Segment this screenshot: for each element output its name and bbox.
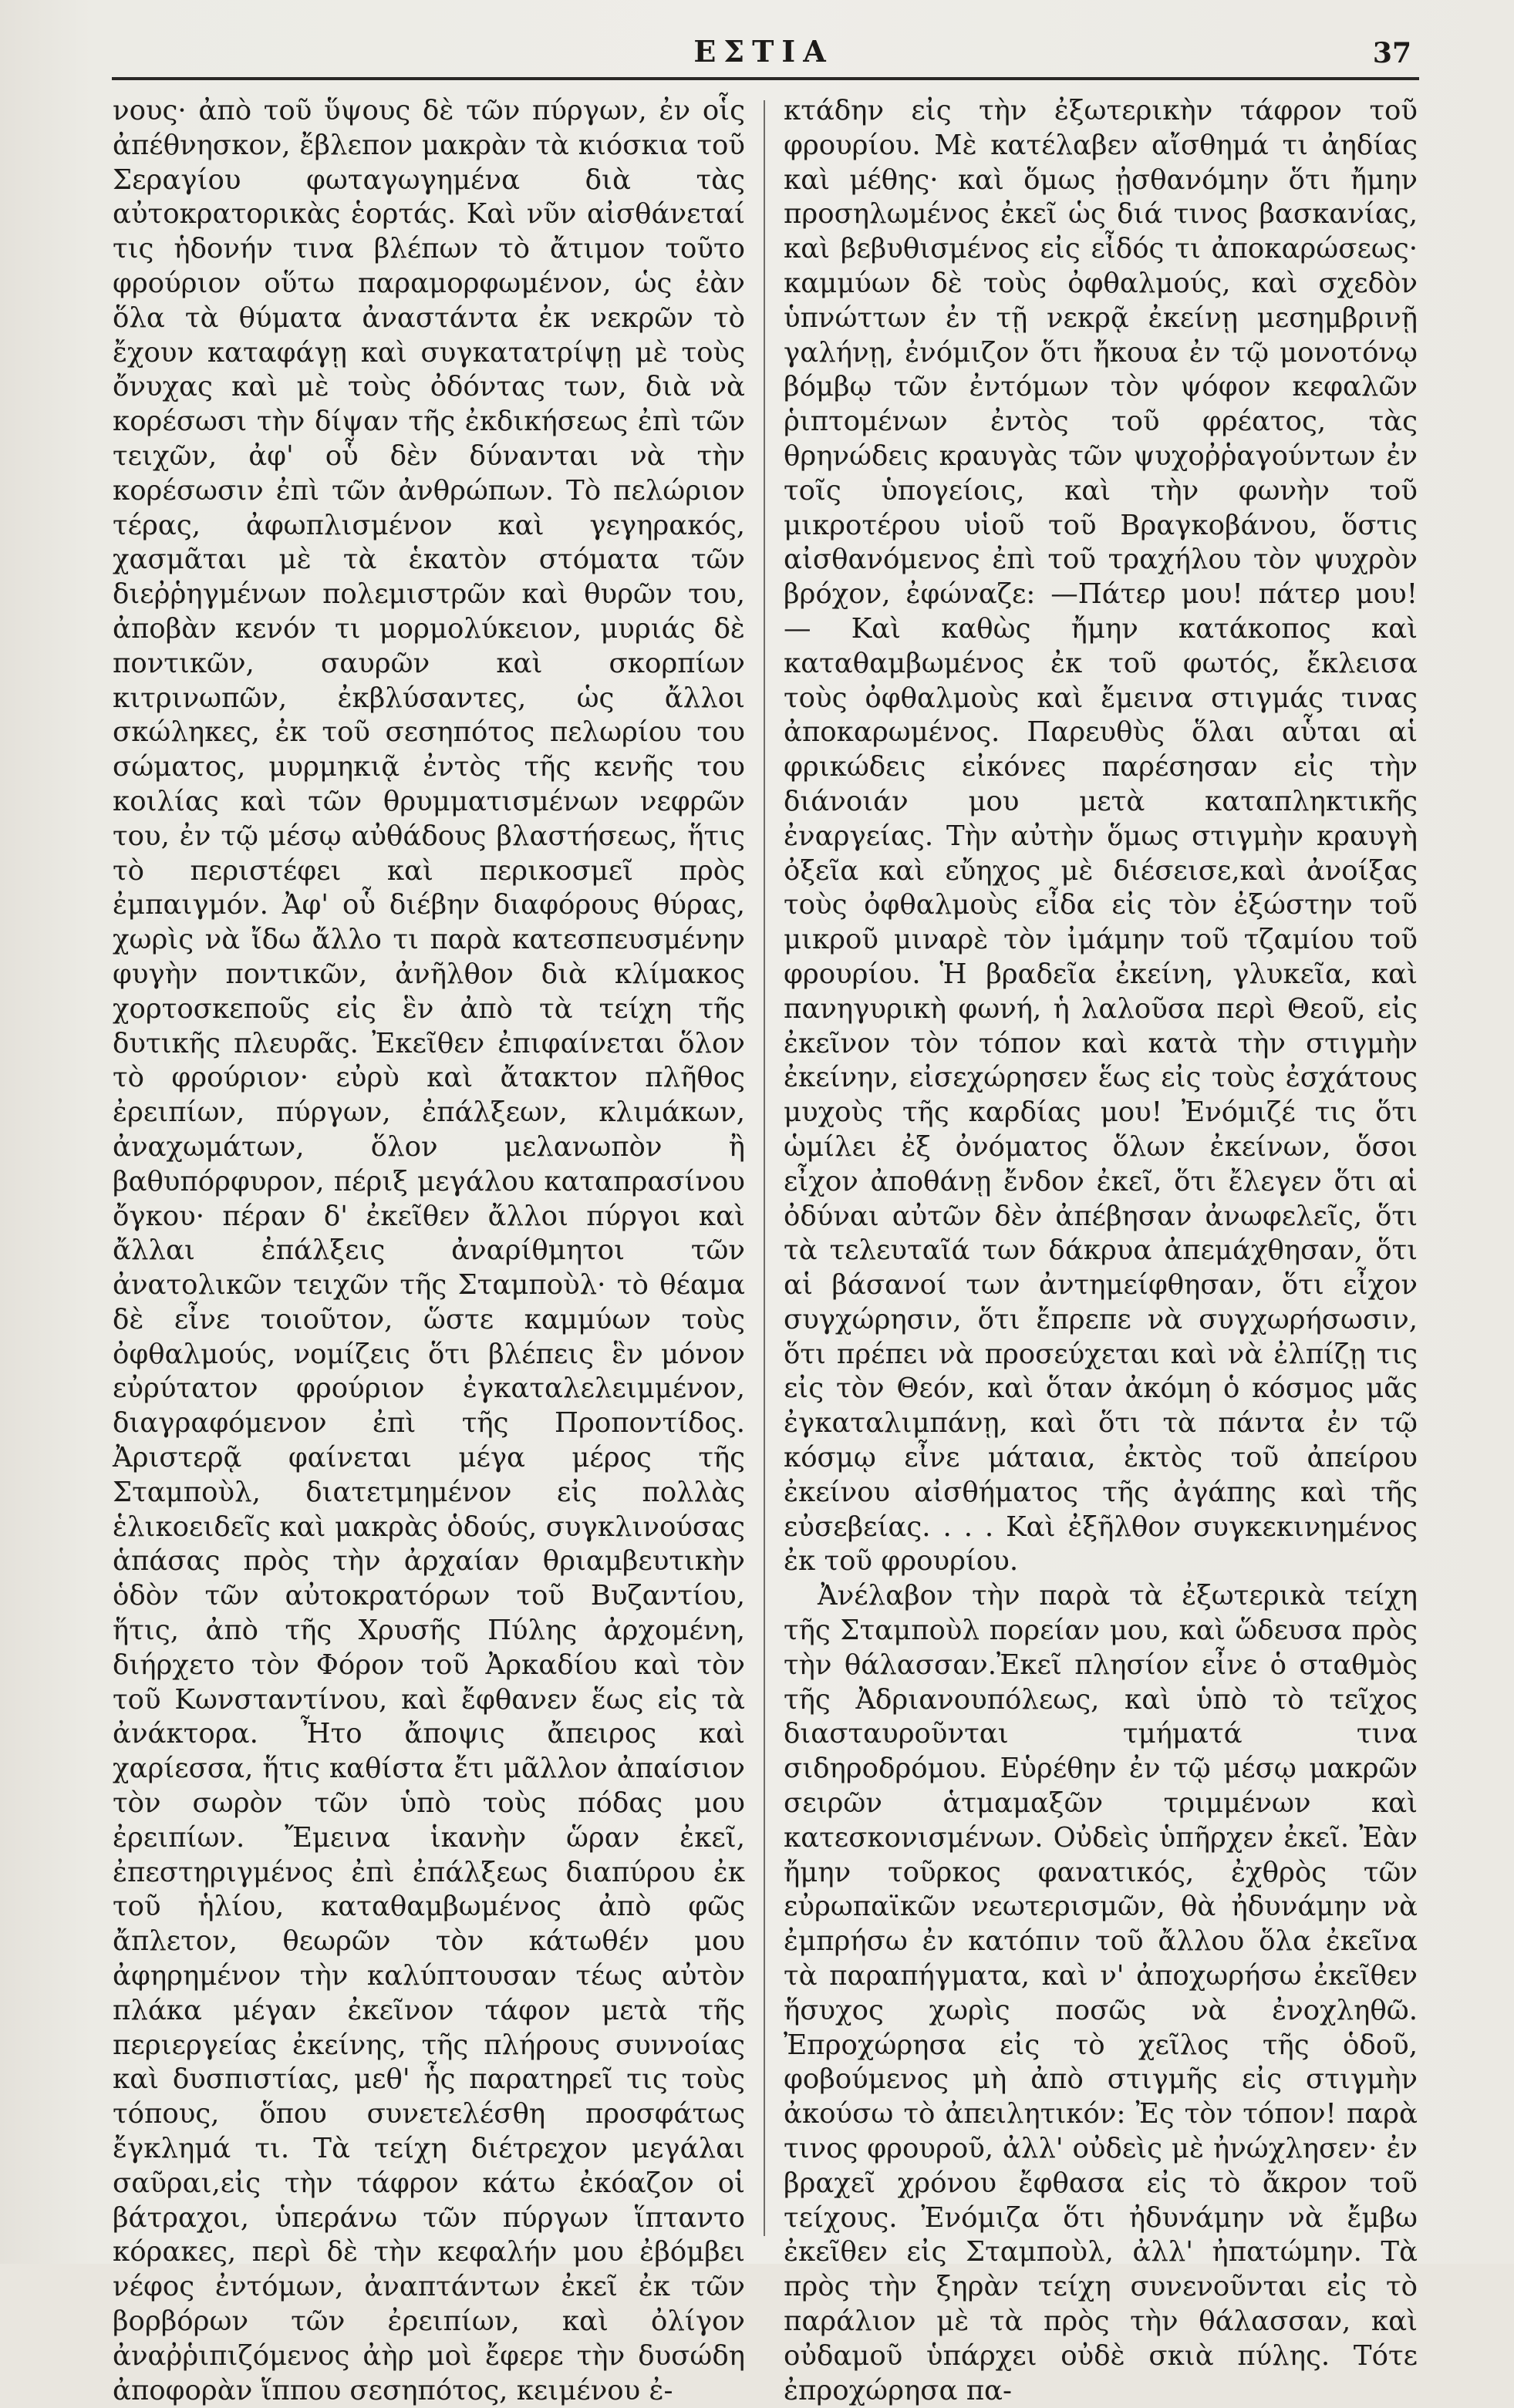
page-number: 37 — [1372, 37, 1411, 69]
right-column — [784, 94, 1418, 2406]
right-paragraph-1: κτάδην εἰς τὴν ἐξωτερικὴν τάφρον τοῦ φρουρίου. Μὲ κατέλαβεν αἴσθημά τι ἀηδίας καὶ μέθης· καὶ ὅμως ᾐσθανόμην ὅτι ἤμην προσηλωμένος ἐκεῖ ὡς διά τινος βασκανίας, καὶ βεβυθισμένος εἰς εἶδός τι ἀποκαρώσεως· καμμύων δὲ τοὺς ὀφθαλμούς, καὶ σχεδὸν ὑπνώττων ἐν τῇ νεκρᾷ ἐκείνῃ μεσημβρινῇ γαλήνῃ, ἐνόμιζον ὅτι ἤκουα ἐν τῷ μονοτόνῳ βόμβῳ τῶν ἐντόμων τὸν ψόφον κεφαλῶν ῥιπτομένων ἐντὸς τοῦ φρέατος, τὰς θρηνώδεις κραυγὰς τῶν ψυχοῤῥαγούντων ἐν τοῖς ὑπογείοις, καὶ τὴν φωνὴν τοῦ μικροτέρου υἱοῦ τοῦ Βραγκοβάνου, ὅστις αἰσθανόμενος ἐπὶ τοῦ τραχήλου τὸν ψυχρὸν βρόχον, ἐφώναζε: —Πάτερ μου! πάτερ μου! — Καὶ καθὼς ἤμην κατάκοπος καὶ καταθαμβωμένος ἐκ τοῦ φωτός, ἔκλεισα τοὺς ὀφθαλμοὺς καὶ ἔμεινα στιγμάς τινας ἀποκαρωμένος. Παρευθὺς ὅλαι αὗται αἱ φρικώδεις εἰκόνες παρέσησαν εἰς τὴν διάνοιάν μου μετὰ καταπληκτικῆς ἐναργείας. Τὴν αὐτὴν ὅμως στιγμὴν κραυγὴ ὀξεῖα καὶ εὔηχος μὲ διέσεισε,καὶ ἀνοίξας τοὺς ὀφθαλμοὺς εἶδα εἰς τὸν ἐξώστην τοῦ μικροῦ μιναρὲ τὸν ἰμάμην τοῦ τζαμίου τοῦ φρουρίου. Ἡ βραδεῖα ἐκείνη, γλυκεῖα, καὶ πανηγυρικὴ φωνή, ἡ λαλοῦσα περὶ Θεοῦ, εἰς ἐκεῖνον τὸν τόπον καὶ κατὰ τὴν στιγμὴν ἐκείνην, εἰσεχώρησεν ἕως εἰς τοὺς ἐσχάτους μυχοὺς τῆς καρδίας μου! Ἐνόμιζέ τις ὅτι ὡμίλει ἐξ ὀνόματος ὅλων ἐκείνων, ὅσοι εἶχον ἀποθάνῃ ἔνδον ἐκεῖ, ὅτι ἔλεγεν ὅτι αἱ ὀδύναι αὐτῶν δὲν ἀπέβησαν ἀνωφελεῖς, ὅτι τὰ τελευταῖά των δάκρυα ἀπεμάχθησαν, ὅτι αἱ βάσανοί των ἀντημείφθησαν, ὅτι εἶχον συγχώρησιν, ὅτι ἔπρεπε νὰ συγχωρήσωσιν, ὅτι πρέπει νὰ προσεύχεται καὶ νὰ ἐλπίζῃ τις εἰς τὸν Θεόν, καὶ ὅταν ἀκόμη ὁ κόσμος μᾶς ἐγκαταλιμπάνῃ, καὶ ὅτι τὰ πάντα ἐν τῷ κόσμῳ εἶνε μάταια, ἐκτὸς τοῦ ἀπείρου ἐκείνου αἰσθήματος τῆς ἀγάπης καὶ τῆς εὐσεβείας. . . . Καὶ ἐξῆλθον συγκεκινημένος ἐκ τοῦ φρουρίου. — [784, 95, 1418, 1578]
left-paragraph-1: νους· ἀπὸ τοῦ ὕψους δὲ τῶν πύργων, ἐν οἷς ἀπέθνησκον, ἔβλεπον μακρὰν τὰ κιόσκια τοῦ Σεραγίου φωταγωγημένα διὰ τὰς αὐτοκρατορικὰς ἑορτάς. Καὶ νῦν αἰσθάνεταί τις ἡδονήν τινα βλέπων τὸ ἄτιμον τοῦτο φρούριον οὕτω παραμορφωμένον, ὡς ἐὰν ὅλα τὰ θύματα ἀναστάντα ἐκ νεκρῶν τὸ ἔχουν καταφάγῃ καὶ συγκατατρίψῃ μὲ τοὺς ὄνυχας καὶ μὲ τοὺς ὀδόντας των, διὰ νὰ κορέσωσι τὴν δίψαν τῆς ἐκδικήσεως ἐπὶ τῶν τειχῶν, ἀφ' οὗ δὲν δύνανται νὰ τὴν κορέσωσιν ἐπὶ τῶν ἀνθρώπων. Τὸ πελώριον τέρας, ἀφωπλισμένον καὶ γεγηρακός, χασμᾶται μὲ τὰ ἑκατὸν στόματα τῶν διεῤῥηγμένων πολεμιστρῶν καὶ θυρῶν του, ἀποβὰν κενόν τι μορμολύκειον, μυριάς δὲ ποντικῶν, σαυρῶν καὶ σκορπίων κιτρινωπῶν, ἐκβλύσαντες, ὡς ἄλλοι σκώληκες, ἐκ τοῦ σεσηπότος πελωρίου του σώματος, μυρμηκιᾷ ἐντὸς τῆς κενῆς του κοιλίας καὶ τῶν θρυμματισμένων νεφρῶν του, ἐν τῷ μέσῳ αὐθάδους βλαστήσεως, ἥτις τὸ περιστέφει καὶ περικοσμεῖ πρὸς ἐμπαιγμόν. Ἀφ' οὗ διέβην διαφόρους θύρας, χωρὶς νὰ ἴδω ἄλλο τι παρὰ κατεσπευσμένην φυγὴν ποντικῶν, ἀνῆλθον διὰ κλίμακος χορτοσκεποῦς εἰς ἓν ἀπὸ τὰ τείχη τῆς δυτικῆς πλευρᾶς. Ἐκεῖθεν ἐπιφαίνεται ὅλον τὸ φρούριον· εὐρὺ καὶ ἄτακτον πλῆθος ἐρειπίων, πύργων, ἐπάλξεων, κλιμάκων, ἀναχωμάτων, ὅλον μελανωπὸν ἢ βαθυπόρφυρον, πέριξ μεγάλου καταπρασίνου ὄγκου· πέραν δ' ἐκεῖθεν ἄλλοι πύργοι καὶ ἄλλαι ἐπάλξεις ἀναρίθμητοι τῶν ἀνατολικῶν τειχῶν τῆς Σταμποὺλ· τὸ θέαμα δὲ εἶνε τοιοῦτον, ὥστε καμμύων τοὺς ὀφθαλμούς, νομίζεις ὅτι βλέπεις ἓν μόνον εὐρύτατον φρούριον ἐγκαταλελειμμένον, διαγραφόμενον ἐπὶ τῆς Προποντίδος. Ἀριστερᾷ φαίνεται μέγα μέρος τῆς Σταμποὺλ, διατετμημένον εἰς πολλὰς ἑλικοειδεῖς καὶ μακρὰς ὁδούς, συγκλινούσας ἁπάσας πρὸς τὴν ἀρχαίαν θριαμβευτικὴν ὁδὸν τῶν αὐτοκρατόρων τοῦ Βυζαντίου, ἥτις, ἀπὸ τῆς Χρυσῆς Πύλης ἀρχομένη, διήρχετο τὸν Φόρον τοῦ Ἀρκαδίου καὶ τὸν τοῦ Κωνσταντίνου, καὶ ἔφθανεν ἕως εἰς τὰ ἀνάκτορα. Ἦτο ἄποψις ἄπειρος καὶ χαρίεσσα, ἥτις καθίστα ἔτι μᾶλλον ἀπαίσιον τὸν σωρὸν τῶν ὑπὸ τοὺς πόδας μου ἐρειπίων. Ἔμεινα ἱκανὴν ὥραν ἐκεῖ, ἐπεστηριγμένος ἐπὶ ἐπάλξεως διαπύρου ἐκ τοῦ ἡλίου, καταθαμβωμένος ἀπὸ φῶς ἄπλετον, θεωρῶν τὸν κάτωθέν μου ἀφηρημένον τὴν καλύπτουσαν τέως αὐτὸν πλάκα μέγαν ἐκεῖνον τάφον μετὰ τῆς περιεργείας ἐκείνης, τῆς πλήρους συννοίας καὶ δυσπιστίας, μεθ' ἧς παρατηρεῖ τις τοὺς τόπους, ὅπου συνετελέσθη προσφάτως ἔγκλημά τι. Τὰ τείχη διέτρεχον μεγάλαι σαῦραι,εἰς τὴν τάφρον κάτω ἐκόαζον οἱ βάτραχοι, ὑπεράνω τῶν πύργων ἵπταντο κόρακες, περὶ δὲ τὴν κεφαλήν μου ἐβόμβει νέφος ἐντόμων, ἀναπτάντων ἐκεῖ ἐκ τῶν βορβόρων τῶν ἐρειπίων, καὶ ὀλίγον ἀναῤῥιπιζόμενος ἀὴρ μοὶ ἔφερε τὴν δυσώδη ἀποφορὰν ἵππου σεσηπότος, κειμένου ἐ- — [113, 95, 745, 2406]
left-column — [113, 94, 745, 2406]
column-divider — [764, 100, 765, 2236]
header-rule — [112, 77, 1419, 80]
right-paragraph-2: Ἀνέλαβον τὴν παρὰ τὰ ἐξωτερικὰ τείχη τῆς Σταμποὺλ πορείαν μου, καὶ ὥδευσα πρὸς τὴν θάλασσαν.Ἐκεῖ πλησίον εἶνε ὁ σταθμὸς τῆς Ἀδριανουπόλεως, καὶ ὑπὸ τὸ τεῖχος διασταυροῦνται τμήματά τινα σιδηροδρόμου. Εὑρέθην ἐν τῷ μέσῳ μακρῶν σειρῶν ἁτμαμαξῶν τριμμένων καὶ κατεσκονισμένων. Οὐδεὶς ὑπῆρχεν ἐκεῖ. Ἐὰν ἤμην τοῦρκος φανατικός, ἐχθρὸς τῶν εὐρωπαϊκῶν νεωτερισμῶν, θὰ ἠδυνάμην νὰ ἐμπρήσω ἐν κατόπιν τοῦ ἄλλου ὅλα ἐκεῖνα τὰ παραπήγματα, καὶ ν' ἀποχωρήσω ἐκεῖθεν ἥσυχος χωρὶς ποσῶς νὰ ἐνοχληθῶ. Ἐπροχώρησα εἰς τὸ χεῖλος τῆς ὁδοῦ, φοβούμενος μὴ ἀπὸ στιγμῆς εἰς στιγμὴν ἀκούσω τὸ ἀπειλητικόν: Ἐς τὸν τόπον! παρὰ τινος φρουροῦ, ἀλλ' οὐδεὶς μὲ ἠνώχλησεν· ἐν βραχεῖ χρόνου ἔφθασα εἰς τὸ ἄκρον τοῦ τείχους. Ἐνόμιζα ὅτι ἠδυνάμην νὰ ἔμβω ἐκεῖθεν εἰς Σταμποὺλ, ἀλλ' ἠπατώμην. Τὰ πρὸς τὴν ξηρὰν τείχη συνενοῦνται εἰς τὸ παράλιον μὲ τὰ πρὸς τὴν θάλασσαν, καὶ οὐδαμοῦ ὑπάρχει οὐδὲ σκιὰ πύλης. Τότε ἐπροχώρησα πα- — [784, 1580, 1418, 2406]
running-title: ΕΣΤΙΑ — [693, 34, 834, 69]
page-header — [108, 29, 1419, 76]
